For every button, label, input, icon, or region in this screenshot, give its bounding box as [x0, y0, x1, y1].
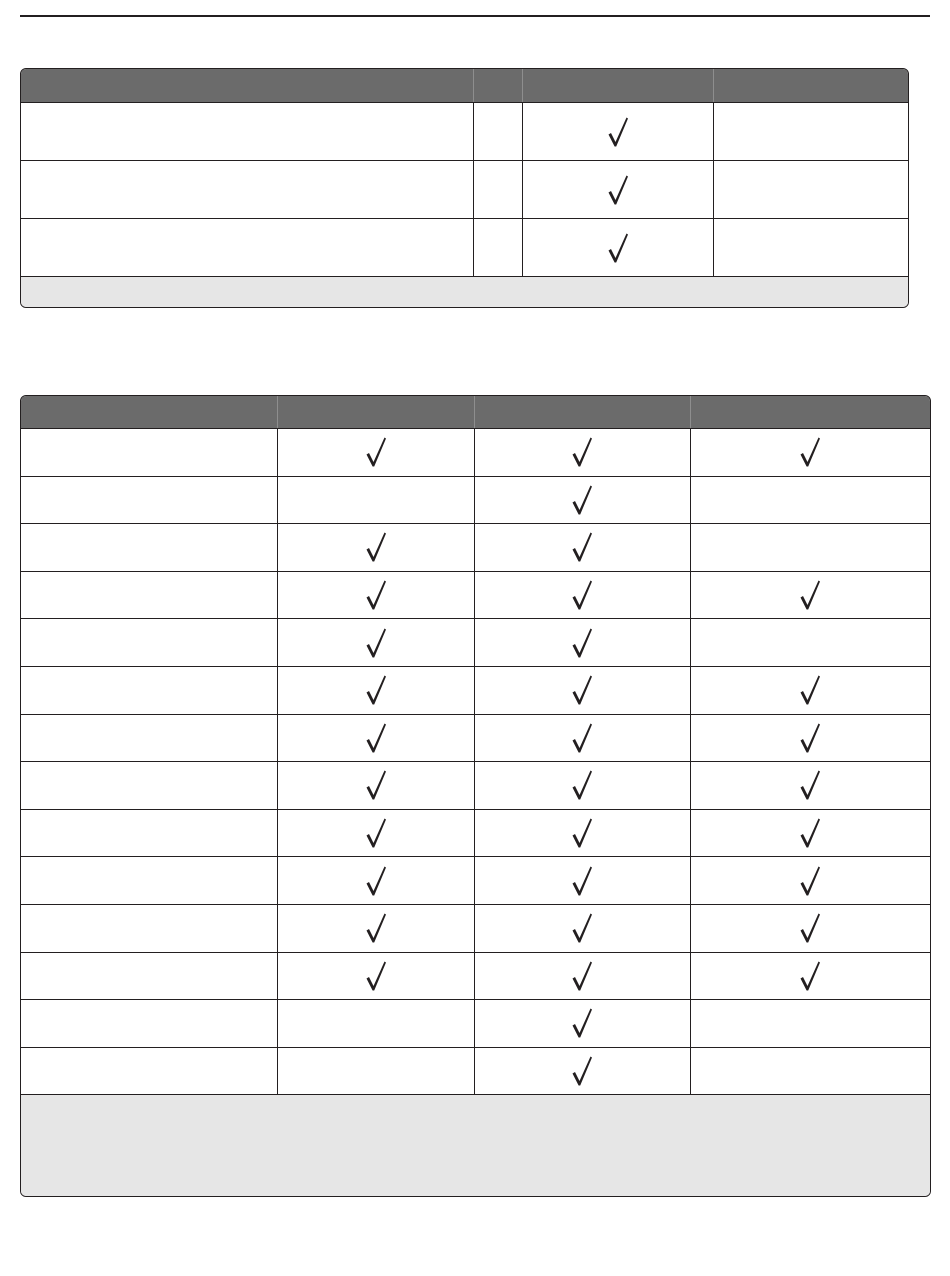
table-cell — [523, 161, 715, 218]
table-cell — [278, 619, 475, 666]
check-icon — [799, 674, 821, 706]
table-cell — [475, 1000, 691, 1047]
table-cell — [691, 524, 930, 571]
table-cell — [714, 103, 908, 160]
table-cell — [475, 477, 691, 524]
column-header — [475, 396, 691, 428]
row-label — [21, 905, 278, 952]
row-label — [21, 715, 278, 762]
column-header — [691, 396, 930, 428]
check-icon — [799, 722, 821, 754]
table-cell — [278, 667, 475, 714]
check-icon — [571, 579, 593, 611]
table-row — [21, 524, 930, 572]
table-note — [21, 1095, 930, 1197]
row-label — [21, 953, 278, 1000]
row-label — [21, 762, 278, 809]
row-label — [21, 857, 278, 904]
check-icon — [365, 865, 387, 897]
table-cell — [691, 477, 930, 524]
table-cell — [278, 715, 475, 762]
table-cell — [691, 619, 930, 666]
table-cell — [278, 572, 475, 619]
table-cell — [475, 572, 691, 619]
table-row — [21, 715, 930, 763]
check-icon — [571, 769, 593, 801]
table-row — [21, 219, 908, 277]
table-row — [21, 1000, 930, 1048]
table-cell — [475, 762, 691, 809]
table-cell — [474, 219, 523, 276]
table-cell — [475, 619, 691, 666]
table-header-row — [21, 396, 930, 429]
check-icon — [365, 960, 387, 992]
table-cell — [691, 953, 930, 1000]
table-row — [21, 619, 930, 667]
support-table-1 — [20, 68, 909, 308]
table-cell — [691, 1000, 930, 1047]
row-label — [21, 667, 278, 714]
check-icon — [607, 232, 629, 264]
table-row — [21, 953, 930, 1001]
check-icon — [365, 674, 387, 706]
table-row — [21, 572, 930, 620]
table-note — [21, 277, 908, 308]
table-cell — [691, 857, 930, 904]
row-label — [21, 477, 278, 524]
row-label — [21, 524, 278, 571]
check-icon — [571, 1007, 593, 1039]
table-cell — [475, 667, 691, 714]
check-icon — [799, 817, 821, 849]
table-row — [21, 1048, 930, 1096]
table-row — [21, 857, 930, 905]
check-icon — [571, 817, 593, 849]
check-icon — [365, 817, 387, 849]
table-cell — [691, 905, 930, 952]
row-label — [21, 619, 278, 666]
table-cell — [714, 219, 908, 276]
column-header — [21, 396, 278, 428]
table-cell — [691, 1048, 930, 1095]
table-cell — [278, 429, 475, 476]
column-header — [21, 69, 474, 102]
table-row — [21, 103, 908, 161]
check-icon — [607, 116, 629, 148]
table-cell — [691, 762, 930, 809]
check-icon — [799, 579, 821, 611]
check-icon — [799, 865, 821, 897]
table-cell — [475, 857, 691, 904]
column-header — [278, 396, 475, 428]
table-row — [21, 161, 908, 219]
table-cell — [278, 477, 475, 524]
check-icon — [365, 579, 387, 611]
table-cell — [278, 857, 475, 904]
table-cell — [691, 715, 930, 762]
table-row — [21, 762, 930, 810]
check-icon — [365, 531, 387, 563]
check-icon — [799, 769, 821, 801]
check-icon — [571, 531, 593, 563]
row-label — [21, 219, 474, 276]
top-rule — [20, 15, 930, 17]
check-icon — [571, 1055, 593, 1087]
table-cell — [475, 429, 691, 476]
table-cell — [278, 524, 475, 571]
table-cell — [475, 810, 691, 857]
row-label — [21, 429, 278, 476]
column-header — [474, 69, 523, 102]
table-row — [21, 477, 930, 525]
table-row — [21, 667, 930, 715]
row-label — [21, 810, 278, 857]
check-icon — [365, 912, 387, 944]
table-cell — [691, 572, 930, 619]
table-cell — [278, 762, 475, 809]
table-cell — [475, 715, 691, 762]
check-icon — [571, 960, 593, 992]
check-icon — [571, 722, 593, 754]
check-icon — [571, 627, 593, 659]
table-cell — [714, 161, 908, 218]
table-cell — [691, 667, 930, 714]
table-cell — [278, 1048, 475, 1095]
check-icon — [365, 627, 387, 659]
row-label — [21, 161, 474, 218]
table-cell — [474, 161, 523, 218]
table-cell — [475, 1048, 691, 1095]
table-cell — [474, 103, 523, 160]
table-cell — [475, 953, 691, 1000]
table-row — [21, 810, 930, 858]
check-icon — [365, 722, 387, 754]
check-icon — [365, 769, 387, 801]
row-label — [21, 1048, 278, 1095]
table-cell — [691, 429, 930, 476]
row-label — [21, 103, 474, 160]
column-header — [523, 69, 715, 102]
check-icon — [799, 436, 821, 468]
table-row — [21, 905, 930, 953]
table-cell — [278, 810, 475, 857]
row-label — [21, 572, 278, 619]
support-table-2 — [20, 395, 931, 1197]
table-row — [21, 429, 930, 477]
check-icon — [571, 484, 593, 516]
table-cell — [278, 1000, 475, 1047]
table-cell — [278, 953, 475, 1000]
check-icon — [799, 960, 821, 992]
table-cell — [278, 905, 475, 952]
table-cell — [475, 524, 691, 571]
table-cell — [523, 103, 715, 160]
check-icon — [571, 912, 593, 944]
column-header — [714, 69, 908, 102]
row-label — [21, 1000, 278, 1047]
check-icon — [571, 865, 593, 897]
check-icon — [799, 912, 821, 944]
table-cell — [475, 905, 691, 952]
check-icon — [571, 436, 593, 468]
check-icon — [571, 674, 593, 706]
table-cell — [691, 810, 930, 857]
table-header-row — [21, 69, 908, 103]
table-cell — [523, 219, 715, 276]
check-icon — [365, 436, 387, 468]
check-icon — [607, 174, 629, 206]
